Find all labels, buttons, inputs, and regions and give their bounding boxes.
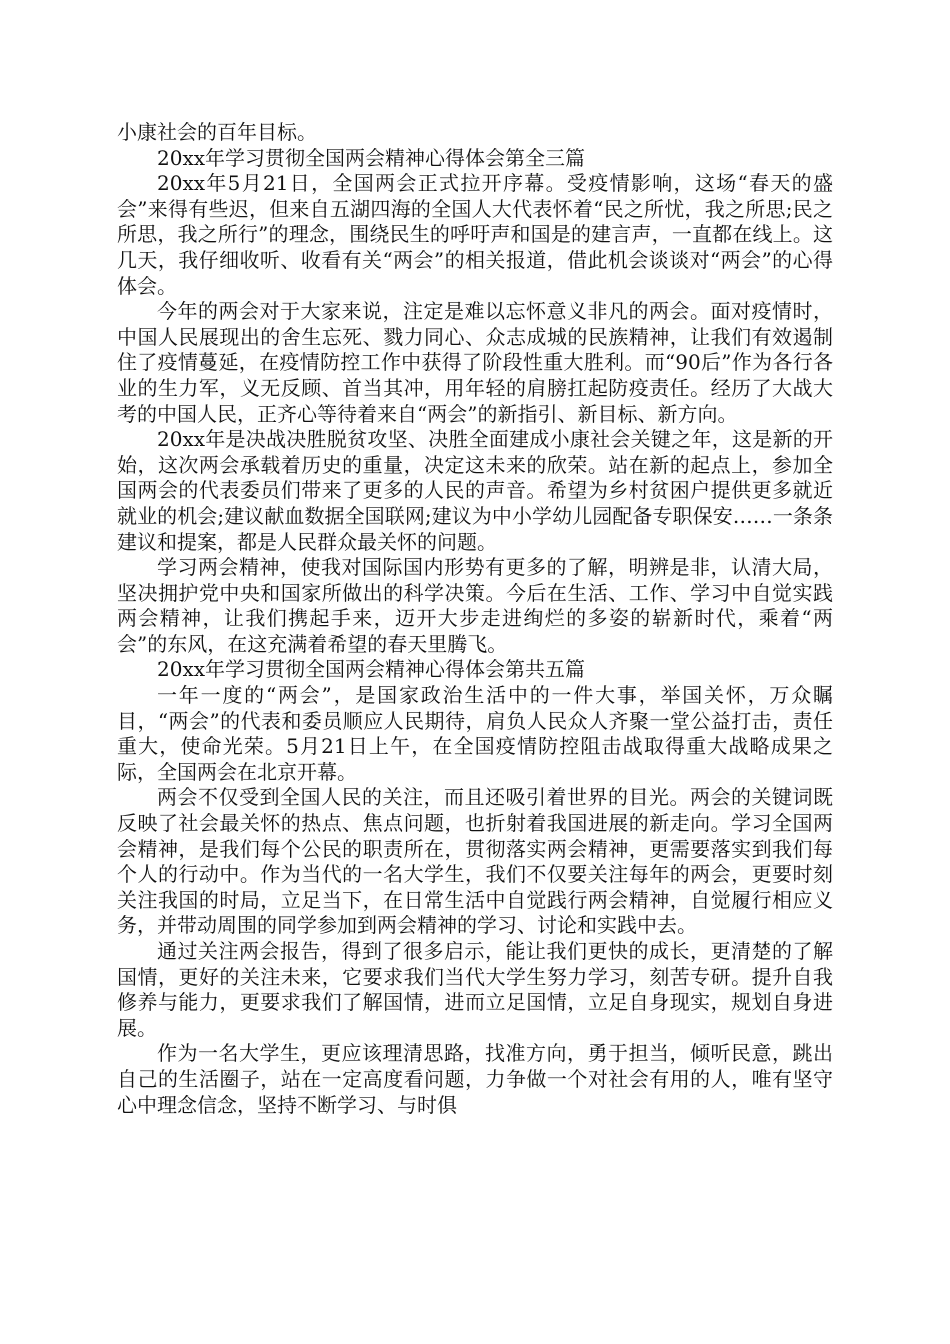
paragraph-continuation: 小康社会的百年目标。: [117, 120, 317, 144]
document-body: [117, 120, 833, 1118]
paragraph: 两会不仅受到全国人民的关注，而且还吸引着世界的目光。两会的关键词既反映了社会最关怀的热点、焦点问题，也折射着我国进展的新走向。学习全国两会精神，是我们每个公民的职责所在，贯彻落实两会精神，更需要落实到我们每个人的行动中。作为当代的一名大学生，我们不仅要关注每年的两会，更要时刻关注我国的时局，立足当下，在日常生活中自觉践行两会精神，自觉履行相应义务，并带动周围的同学参加到两会精神的学习、讨论和实践中去。: [117, 785, 833, 938]
section-heading-5: 20xx年学习贯彻全国两会精神心得体会第共五篇: [157, 657, 586, 682]
paragraph: 20xx年5月21日，全国两会正式拉开序幕。受疫情影响，这场“春天的盛会”来得有些迟，但来自五湖四海的全国人大代表怀着“民之所忧，我之所思;民之所思，我之所行”的理念，围绕民生的呼吁声和国是的建言声，一直都在线上。这几天，我仔细收听、收看有关“两会”的相关报道，借此机会谈谈对“两会”的心得体会。: [117, 171, 833, 298]
paragraph: 通过关注两会报告，得到了很多启示，能让我们更快的成长，更清楚的了解国情，更好的关注未来，它要求我们当代大学生努力学习，刻苦专研。提升自我修养与能力，更要求我们了解国情，进而立足国情，立足自身现实，规划自身进展。: [117, 939, 833, 1040]
section-heading-3: 20xx年学习贯彻全国两会精神心得体会第全三篇: [157, 145, 586, 170]
paragraph: 一年一度的“两会”，是国家政治生活中的一件大事，举国关怀，万众瞩目，“两会”的代表和委员顺应人民期待，肩负人民众人齐聚一堂公益打击，责任重大，使命光荣。5月21日上午，在全国疫情防控阻击战取得重大战略成果之际，全国两会在北京开幕。: [117, 683, 833, 784]
paragraph-truncated: 作为一名大学生，更应该理清思路，找准方向，勇于担当，倾听民意，跳出自己的生活圈子，站在一定高度看问题，力争做一个对社会有用的人，唯有坚守心中理念信念，坚持不断学习、与时俱: [117, 1041, 833, 1117]
paragraph: 今年的两会对于大家来说，注定是难以忘怀意义非凡的两会。面对疫情时，中国人民展现出的舍生忘死、戮力同心、众志成城的民族精神，让我们有效遏制住了疫情蔓延，在疫情防控工作中获得了阶段性重大胜利。而“90后”作为各行各业的生力军，义无反顾、首当其冲，用年轻的肩膀扛起防疫责任。经历了大战大考的中国人民，正齐心等待着来自“两会”的新指引、新目标、新方向。: [117, 299, 833, 426]
paragraph: 学习两会精神，使我对国际国内形势有更多的了解，明辨是非，认清大局，坚决拥护党中央和国家所做出的科学决策。今后在生活、工作、学习中自觉实践两会精神，让我们携起手来，迈开大步走进绚烂的多姿的崭新时代，乘着“两会”的东风，在这充满着希望的春天里腾飞。: [117, 555, 833, 656]
paragraph: 20xx年是决战决胜脱贫攻坚、决胜全面建成小康社会关键之年，这是新的开始，这次两会承载着历史的重量，决定这未来的欣荣。站在新的起点上，参加全国两会的代表委员们带来了更多的人民的声音。希望为乡村贫困户提供更多就近就业的机会;建议献血数据全国联网;建议为中小学幼儿园配备专职保安……一条条建议和提案，都是人民群众最关怀的问题。: [117, 427, 833, 554]
